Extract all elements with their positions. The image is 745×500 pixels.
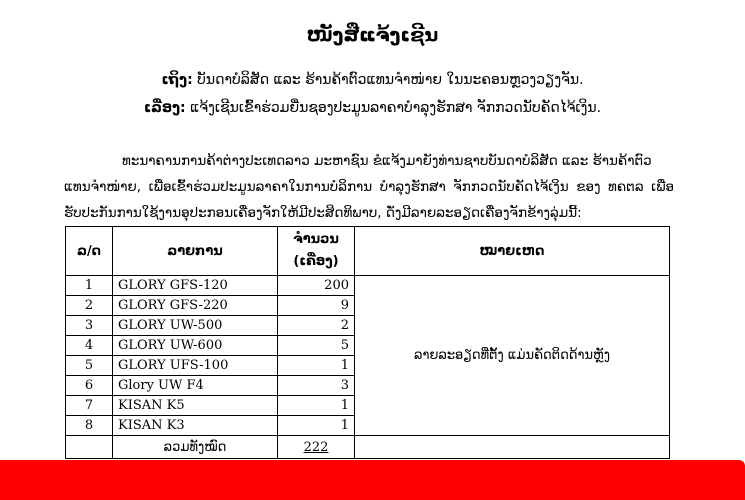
header-item: ລາຍການ <box>113 227 278 276</box>
row-item: GLORY GFS-220 <box>113 296 278 316</box>
row-qty: 3 <box>278 376 355 396</box>
row-item: GLORY GFS-120 <box>113 276 278 296</box>
row-qty: 9 <box>278 296 355 316</box>
row-qty: 5 <box>278 336 355 356</box>
total-remark-cell <box>355 436 670 459</box>
document-title: ໜັງສືແຈ້ງເຊີນ <box>306 24 439 46</box>
row-item: KISAN K3 <box>113 416 278 436</box>
total-value: 222 <box>278 436 355 459</box>
table-row <box>66 276 670 296</box>
subject-line <box>0 72 745 88</box>
header-qty-line1: ຈຳນວນ <box>293 232 339 247</box>
body-paragraph <box>64 148 674 226</box>
row-item: GLORY UW-500 <box>113 316 278 336</box>
remark-cell: ລາຍລະອຽດທີ່ຕັ້ງ ແມ່ນຄັດຕິດດ້ານຫຼັງ <box>355 276 670 436</box>
row-qty: 1 <box>278 356 355 376</box>
machine-table <box>65 226 670 459</box>
row-no: 5 <box>66 356 113 376</box>
row-item: GLORY UW-600 <box>113 336 278 356</box>
subject-text: ບັນດາບໍລິສັດ ແລະ ຮ້ານຄ້າຕົວແທນຈຳໜ່າຍ ໃນນະຄອນຫຼວງວຽງຈັນ. <box>197 72 584 88</box>
row-no: 1 <box>66 276 113 296</box>
footer-red-bar <box>0 460 745 500</box>
row-no: 6 <box>66 376 113 396</box>
row-no: 8 <box>66 416 113 436</box>
header-qty <box>278 227 355 276</box>
topic-label: ເລື່ອງ: <box>143 100 186 116</box>
header-no: ລ/ດ <box>66 227 113 276</box>
row-no: 3 <box>66 316 113 336</box>
header-qty-line2: (ເຄື່ອງ) <box>293 254 339 269</box>
subject-label: ເຖິງ: <box>161 72 193 88</box>
topic-line <box>0 100 745 116</box>
body-paragraph-rest: ແທນຈຳໜ່າຍ, ເພື່ອເຂົ້າຮ່ວມປະມູນລາຄາໃນການບໍລິການ ບຳລຸງຮັກສາ ຈັກກວດນັບຄັດໄຈ້ເງິນ ຂອງ ທຄຕລ ເພື່ອຮັບປະກັນການໃຊ້ງານອຸປະກອນເຄື່ອງຈັກໃຫ້ມີປະສິດທິພາບ, ດັ່ງມີລາຍລະອຽດເຄື່ອງຈັກຂ້າງລຸ່ມນີ້: <box>64 179 674 221</box>
row-no: 7 <box>66 396 113 416</box>
total-blank-cell <box>66 436 113 459</box>
topic-text: ແຈ້ງເຊີນເຂົ້າຮ່ວມຍື່ນຊອງປະມູນລາຄາບຳລຸງຮັກສາ ຈັກກວດນັບຄັດໄຈ້ເງິນ. <box>190 100 602 116</box>
row-qty: 1 <box>278 416 355 436</box>
body-paragraph-first-line: ທະນາຄານການຄ້າຕ່າງປະເທດລາວ ມະຫາຊົນ ຂໍແຈ້ງມາຍັງທ່ານຊາບບັນດາບໍລິສັດ ແລະ ຮ້ານຄ້າຕົວ <box>122 153 652 169</box>
total-label: ລວມທັງໝົດ <box>113 436 278 459</box>
row-qty: 200 <box>278 276 355 296</box>
row-qty: 1 <box>278 396 355 416</box>
header-remark: ໝາຍເຫດ <box>355 227 670 276</box>
row-item: Glory UW F4 <box>113 376 278 396</box>
row-item: GLORY UFS-100 <box>113 356 278 376</box>
row-no: 4 <box>66 336 113 356</box>
row-item: KISAN K5 <box>113 396 278 416</box>
row-no: 2 <box>66 296 113 316</box>
total-row <box>66 436 670 459</box>
row-qty: 2 <box>278 316 355 336</box>
table-header-row <box>66 227 670 276</box>
